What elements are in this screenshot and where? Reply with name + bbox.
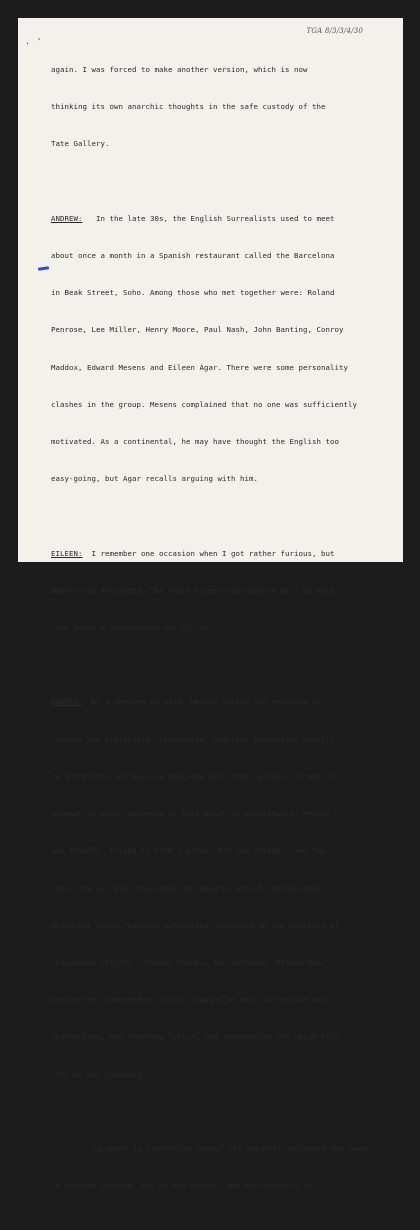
corner-mark: . ' <box>25 37 43 46</box>
text-line: in popular culture, out on the street, and particularly in <box>51 1181 312 1191</box>
text-line: into no one category. <box>51 1069 146 1079</box>
text-line: to Surrealism and have no dealings with other groups. It was an <box>51 771 335 781</box>
text-line: late. The war had intervened and several artists had pursued <box>51 883 321 893</box>
text-fragment: In the late 30s, the English Surrealists used to meet <box>82 213 335 223</box>
paragraph-1 <box>51 39 369 175</box>
text-line: individual artists - Conroy Maddox, for instance. Eileen Agar <box>51 958 326 968</box>
text-line: again. I was forced to make another version, which is now <box>51 64 308 74</box>
text-line: motivated. As a continental, he may have thought the English too <box>51 436 339 446</box>
text-line <box>51 213 369 225</box>
archive-reference-number: TGA 8/3/3/4/30 <box>306 27 363 35</box>
text-line: "she makes a controversy out of it!" <box>51 623 213 633</box>
speaker-label: ANDREW: <box>51 213 83 223</box>
text-line: Mesens was delighted. "At least Eileen contradicts me," he said, <box>51 585 339 595</box>
text-line: attempt to give coherence to this bunch of individuals, Mesens <box>51 809 330 819</box>
paragraph-5 <box>51 1118 369 1217</box>
text-line: clashes in the group. Mesens complained that no one was sufficiently <box>51 399 357 409</box>
text-line: Tate Gallery. <box>51 139 110 149</box>
text-line <box>51 696 369 708</box>
text-line: in Beak Street, Soho. Among those who met together were: Roland <box>51 288 335 298</box>
text-line <box>51 548 369 560</box>
typed-transcript <box>51 39 369 1230</box>
text-line: was finally trying to form a group. But the attempt came too <box>51 846 326 856</box>
text-line: different paths. English Surrealism continued in the practice of <box>51 920 339 930</box>
text-line: Maddox, Edward Mesens and Eileen Agar. There were some personality <box>51 362 348 372</box>
text-line: Penrose, Lee Miller, Henry Moore, Paul Nash, John Banting, Conroy <box>51 325 344 335</box>
text-line: thinking its own anarchic thoughts in the safe custody of the <box>51 102 326 112</box>
text-line: So where is Surrealism today? Its greatest influence has been <box>93 1144 368 1154</box>
paragraph-2 <box>51 188 369 511</box>
text-line: pursued her independent vision drawing on both surrealism and <box>51 995 326 1005</box>
speaker-label: ANDREW: <box>51 697 83 707</box>
text-line: about once a month in a Spanish restaurant called the Barcelona <box>51 250 335 260</box>
text-line: abstraction, and creating lyrical and imaginative art which fits <box>51 1032 339 1042</box>
speaker-label: EILEEN: <box>51 548 83 558</box>
text-fragment: I remember one occasion when I got rather furious, but <box>82 548 335 558</box>
paragraph-4 <box>51 672 369 1106</box>
text-line: easy-going, but Agar recalls arguing with him. <box>51 474 258 484</box>
text-fragment: At a meeting in 1940, Mesens called for everyone to <box>82 697 321 707</box>
text-line: support the proletarian revolution, dedicate themselves utterly <box>51 734 335 744</box>
paragraph-3 <box>51 523 369 659</box>
